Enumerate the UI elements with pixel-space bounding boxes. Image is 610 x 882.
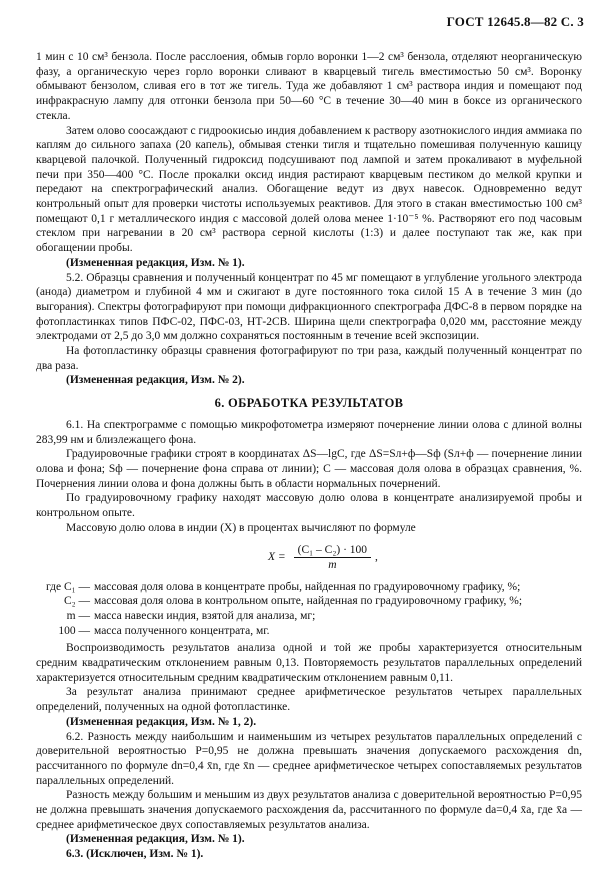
edition-note-2: (Измененная редакция, Изм. № 2). — [66, 374, 245, 387]
page-content — [36, 50, 582, 862]
definition-symbol: m — — [66, 609, 90, 622]
paragraph-two-results: Разность между большим и меньшим из двух результатов анализа с доверительной вероятностью P=0,95 не должна превышать значения допускаемого расхождения dа, рассчитанного по формуле dа=0,4 x̄а, где x̄а — среднее арифметическое двух сопоставляемых результатов анализа. — [36, 789, 582, 831]
definition-item — [36, 609, 582, 624]
paragraph-6-3: 6.3. (Исключен, Изм. № 1). — [66, 848, 204, 861]
edition-note-4: (Измененная редакция, Изм. № 1). — [66, 833, 245, 846]
paragraph-6-2: 6.2. Разность между наибольшим и наименьшим из четырех результатов параллельных определений с доверительной вероятностью P=0,95 не должна превышать значения допускаемого расхождения dn, рассчитанного по формуле dn=0,4 x̄n, где x̄n — среднее арифметическое четырех сопоставляемых результатов параллельных определений. — [36, 730, 582, 787]
definition-text: массовая доля олова в контрольном опыте, найденная по градуировочному графику, %; — [94, 595, 523, 608]
formula-denominator: m — [328, 559, 337, 571]
definition-text: масса полученного концентрата, мг. — [94, 624, 270, 637]
paragraph-photographing: На фотопластинку образцы сравнения фотографируют по три раза, каждый полученный концентрат по два раза. — [36, 345, 582, 372]
definition-symbol: 100 — — [58, 624, 90, 637]
formula-fraction — [294, 543, 371, 572]
paragraph-result: За результат анализа принимают среднее арифметическое результатов четырех параллельных определений, полученных на одной фотопластинке. — [36, 686, 582, 714]
definitions-list — [36, 580, 582, 639]
paragraph-6-1: 6.1. На спектрограмме с помощью микрофотометра измеряют почернение линии олова с длиной волны 283,99 нм и близлежащего фона. — [36, 418, 582, 446]
definition-text: массовая доля олова в концентрате пробы, найденная по градуировочному графику, %; — [94, 580, 521, 593]
definition-item — [36, 594, 582, 609]
formula — [268, 542, 582, 574]
section-title: 6. ОБРАБОТКА РЕЗУЛЬТАТОВ — [214, 396, 404, 411]
formula-numerator: (C₁ – C₂) · 100 — [294, 543, 371, 558]
formula-lhs: X = — [268, 551, 286, 564]
definition-symbol: C₂ — — [63, 595, 90, 608]
paragraph-calibration: Градуировочные графики строят в координатах ΔS—lgC, где ΔS=Sл+ф—Sф (Sл+ф — почернение линии олова и фона; Sф — почернение фона справа от линии); C — массовая доля олова в образцах сравнения, %. Почернения линии олова и фона должны быть в области нормальных почернений. — [36, 448, 582, 490]
page-header: ГОСТ 12645.8—82 С. 3 — [446, 14, 584, 29]
definition-item — [36, 580, 582, 595]
definition-item — [36, 624, 582, 639]
edition-note-3: (Измененная редакция, Изм. № 1, 2). — [66, 715, 257, 728]
paragraph-5-2: 5.2. Образцы сравнения и полученный концентрат по 45 мг помещают в углубление угольного электрода (анода) диаметром и глубиной 4 мм и сжигают в дуге постоянного тока силой 15 А в течение 3 мин (до выгорания). Спектры фотографируют при помощи дифракционного спектрографа ДФС-8 в первом порядке на фотопластинках типов ПФС-02, ПФС-03, НТ-2СВ. Ширина щели спектрографа 0,020 мм, расстояние между электродами от 2,5 до 3,0 мм должно сохраняться постоянным в течение всей экспозиции. — [36, 271, 582, 343]
paragraph-formula-intro: Массовую долю олова в индии (X) в процентах вычисляют по формуле — [66, 521, 416, 534]
paragraph-reproducibility: Воспроизводимость результатов анализа одной и той же пробы характеризуется относительным средним квадратическим отклонением равным 0,13. Повторяемость результатов параллельных определений характеризуется относительным средним квадратическим отклонением равным 0,11. — [36, 642, 582, 684]
definition-symbol: где C₁ — — [45, 580, 90, 593]
paragraph-continuation: 1 мин с 10 см³ бензола. После расслоения, обмыв горло воронки 1—2 см³ бензола, отделяют неорганическую фазу, а органическую через горло воронки сливают в кварцевый тигель вместимостью 50 см³. Воронку обмывают бензолом, сливая его в тот же тигель. Туда же добавляют 1 см³ раствора индия и помещают под инфракрасную лампу для отгонки бензола при 50—60 °С в течение 30—40 мин в боксе из органического стекла. — [36, 51, 582, 122]
formula-tail: , — [375, 551, 378, 564]
edition-note-1: (Измененная редакция, Изм. № 1). — [66, 256, 245, 269]
definition-text: масса навески индия, взятой для анализа, мг; — [94, 609, 316, 622]
paragraph-mass-fraction: По градуировочному графику находят массовую долю олова в концентрате анализируемой пробы и контрольном опыте. — [36, 492, 582, 520]
paragraph-coprecipitation: Затем олово соосаждают с гидроокисью индия добавлением к раствору азотнокислого индия аммиака по каплям до сильного запаха (20 капель), обмывая стенки тигля и тщательно помешивая полученную кашицу кварцевой палочкой. Полученный гидроксид подсушивают под лампой и затем прокаливают в муфельной печи при 350—400 °С. После прокалки оксид индия растирают кварцевым пестиком до мелкой крупки и передают на спектрографический анализ. Обогащение ведут из двух навесок. Одновременно ведут контрольный опыт для проверки чистоты используемых реактивов. Для этого в стакан вместимостью 100 см³ помещают 0,1 г металлического индия с массовой долей олова менее 1·10⁻⁵ %. Растворяют его под часовым стеклом при нагревании в 20 см³ раствора серной кислоты (1:3) и далее поступают так же, как при обогащении пробы. — [36, 124, 582, 255]
